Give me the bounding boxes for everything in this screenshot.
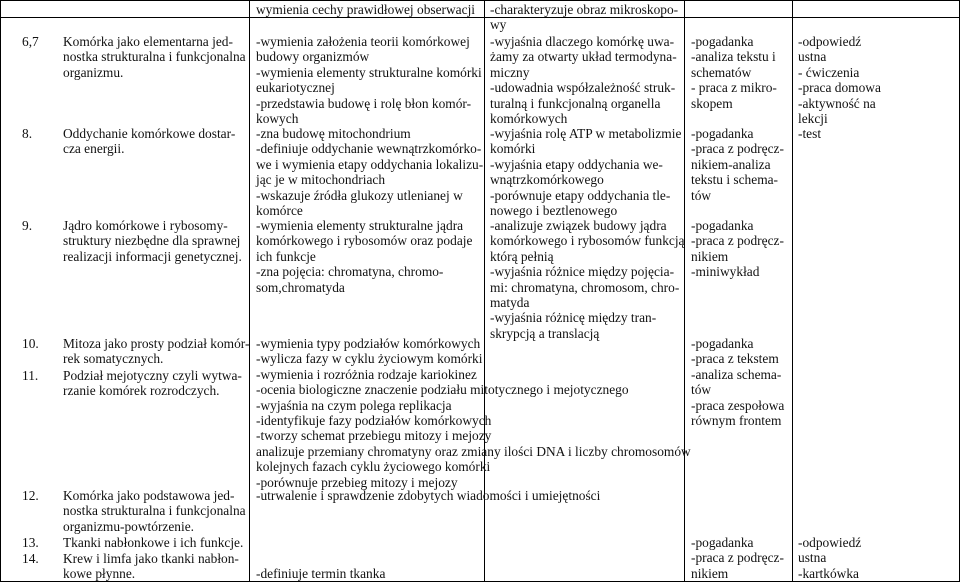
basic-requirements: -definiuje termin tkanka (256, 566, 386, 581)
teaching-methods: -pogadanka -praca z podręcz- nikiem-analiza tekstu i schema- tów (691, 126, 784, 203)
table-border-top (0, 0, 960, 1)
combined-requirements: -utrwalenie i sprawdzenie zdobytych wiadomości i umiejętności (256, 488, 601, 503)
assessment-methods: -test (798, 126, 822, 141)
lesson-number: 12. (22, 488, 39, 503)
lesson-topic: Podział mejotyczny czyli wytwa- rzanie komórek rozrodczych. (63, 368, 242, 399)
combined-requirements: -wymienia typy podziałów komórkowych -wylicza fazy w cyklu życiowym komórki -wymienia i rozróżnia rodzaje kariokinez -ocenia biologiczne znaczenie podziału mitotycznego i mejotycznego -wyjaśnia na czym polega replikacja -identyfikuje fazy podziałów komórkowych -tworzy schemat przebiegu mitozy i mejozy analizuje przemiany chromatyny oraz zmiany ilości DNA i liczby chromosomów kolejnych fazach cyklu życiowego komórki -porównuje przebieg mitozy i mejozy (256, 336, 691, 490)
teaching-methods: -pogadanka -praca z podręcz- nikiem (691, 535, 784, 581)
teaching-methods: -pogadanka -analiza tekstu i schematów - praca z mikro- skopem (691, 34, 777, 111)
lesson-topic: Mitoza jako prosty podział komór- rek somatycznych. (63, 336, 250, 367)
lesson-number: 14. (22, 551, 39, 566)
lesson-number: 8. (22, 126, 33, 141)
table-border-left (0, 0, 1, 582)
extended-requirements: -wyjaśnia rolę ATP w metabolizmie komórki -wyjaśnia etapy oddychania we- wnątrzkomórkowego -porównuje etapy oddychania tle- nowego i beztlenowego (490, 126, 682, 219)
lesson-number: 13. (22, 535, 39, 550)
teaching-methods: -pogadanka -praca z tekstem -analiza schema- tów -praca zespołowa równym frontem (691, 336, 785, 429)
lesson-number: 10. (22, 336, 39, 351)
lesson-topic: Komórka jako elementarna jed- nostka strukturalna i funkcjonalna organizmu. (63, 34, 246, 80)
lesson-topic: Krew i limfa jako tkanki nabłon- kowe płynne. (63, 551, 239, 582)
lesson-topic: Tkanki nabłonkowe i ich funkcje. (63, 535, 244, 550)
assessment-methods: -odpowiedź ustna - ćwiczenia -praca domowa -aktywność na lekcji (798, 34, 881, 127)
extended-requirements: -wyjaśnia dlaczego komórkę uwa- żamy za otwarty układ termodyna- miczny -udowadnia współzależność struk- turalną i funkcjonalną organella komórkowych (490, 34, 677, 127)
lesson-number: 9. (22, 218, 33, 233)
lesson-number: 11. (22, 368, 39, 383)
assessment-methods: -odpowiedź ustna -kartkówka (798, 535, 862, 581)
row-divider (0, 17, 960, 18)
prev-row-basic-tail: wymienia cechy prawidłowej obserwacji (256, 2, 476, 17)
lesson-topic: Komórka jako podstawowa jed- nostka strukturalna i funkcjonalna organizmu-powtórzenie. (63, 488, 246, 534)
lesson-topic: Oddychanie komórkowe dostar- cza energii. (63, 126, 236, 157)
extended-requirements: -analizuje związek budowy jądra komórkowego i rybosomów funkcją którą pełnią -wyjaśnia różnice między pojęcia- mi: chromatyna, chromosom, chro- matyda -wyjaśnia różnicę między tran- skrypcją a translacją (490, 218, 685, 341)
lesson-topic: Jądro komórkowe i rybosomy- struktury niezbędne dla sprawnej realizacji informacji genetycznej. (63, 218, 242, 264)
prev-row-extended-tail: -charakteryzuje obraz mikroskopo- wy (490, 2, 679, 33)
lesson-number: 6,7 (22, 34, 39, 49)
column-divider (792, 0, 793, 582)
teaching-methods: -pogadanka -praca z podręcz- nikiem -miniwykład (691, 218, 784, 280)
basic-requirements: -wymienia założenia teorii komórkowej budowy organizmów -wymienia elementy strukturalne komórki eukariotycznej -przedstawia budowę i rolę błon komór- kowych (256, 34, 482, 127)
basic-requirements: -wymienia elementy strukturalne jądra komórkowego i rybosomów oraz podaje ich funkcje -zna pojęcia: chromatyna, chromo- som,chromatyda (256, 218, 473, 295)
basic-requirements: -zna budowę mitochondrium -definiuje oddychanie wewnątrzkomórko- we i wymienia etapy oddychania lokalizu- jąc je w mitochondriach -wskazuje źródła glukozy utlenianej w komórce (256, 126, 484, 219)
